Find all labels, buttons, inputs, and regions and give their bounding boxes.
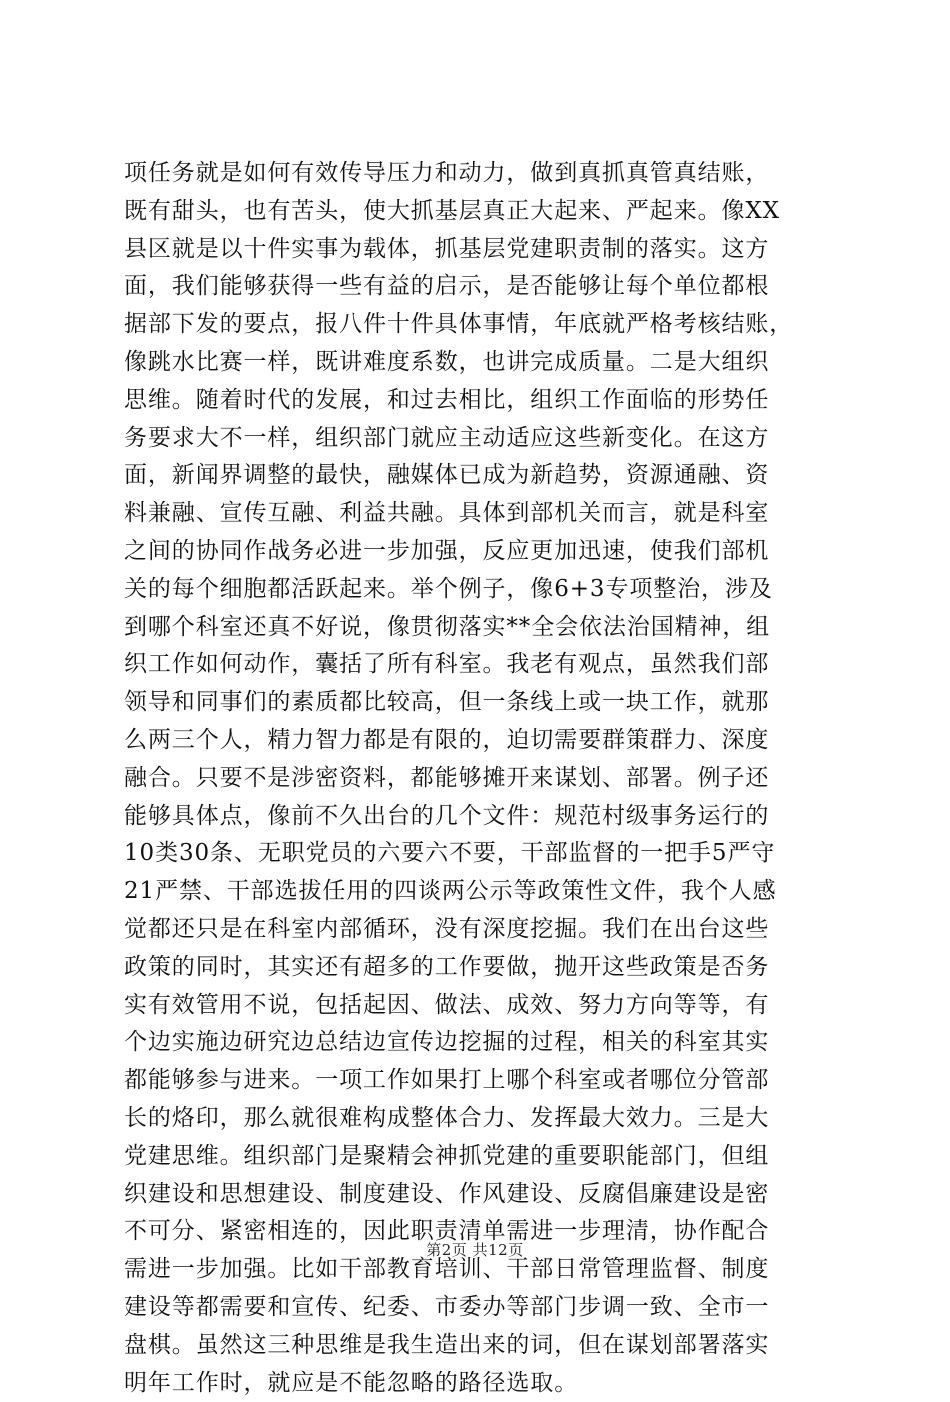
text-line: 觉都还只是在科室内部循环，没有深度挖掘。我们在出台这些 xyxy=(124,911,834,949)
text-line: 实有效管用不说，包括起因、做法、成效、努力方向等等，有 xyxy=(124,987,834,1025)
text-line: 都能够参与进来。一项工作如果打上哪个科室或者哪位分管部 xyxy=(124,1062,834,1100)
text-line: 不可分、紧密相连的，因此职责清单需进一步理清，协作配合 xyxy=(124,1213,834,1251)
text-line: 项任务就是如何有效传导压力和动力，做到真抓真管真结账， xyxy=(124,155,834,193)
body-text xyxy=(124,155,834,1402)
text-line: 像跳水比赛一样，既讲难度系数，也讲完成质量。二是大组织 xyxy=(124,344,834,382)
text-line: 盘棋。虽然这三种思维是我生造出来的词，但在谋划部署落实 xyxy=(124,1327,834,1365)
text-line: 织建设和思想建设、制度建设、作风建设、反腐倡廉建设是密 xyxy=(124,1176,834,1214)
text-line: 需进一步加强。比如干部教育培训、干部日常管理监督、制度 xyxy=(124,1251,834,1289)
text-line: 10类30条、无职党员的六要六不要，干部监督的一把手5严守 xyxy=(124,835,834,873)
text-line: 么两三个人，精力智力都是有限的，迫切需要群策群力、深度 xyxy=(124,722,834,760)
text-line: 领导和同事们的素质都比较高，但一条线上或一块工作，就那 xyxy=(124,684,834,722)
text-line: 县区就是以十件实事为载体，抓基层党建职责制的落实。这方 xyxy=(124,231,834,269)
text-line: 建设等都需要和宣传、纪委、市委办等部门步调一致、全市一 xyxy=(124,1289,834,1327)
text-line: 务要求大不一样，组织部门就应主动适应这些新变化。在这方 xyxy=(124,420,834,458)
text-line: 长的烙印，那么就很难构成整体合力、发挥最大效力。三是大 xyxy=(124,1100,834,1138)
text-line: 党建思维。组织部门是聚精会神抓党建的重要职能部门，但组 xyxy=(124,1138,834,1176)
text-line: 既有甜头，也有苦头，使大抓基层真正大起来、严起来。像XX xyxy=(124,193,834,231)
text-line: 政策的同时，其实还有超多的工作要做，抛开这些政策是否务 xyxy=(124,949,834,987)
text-line: 织工作如何动作，囊括了所有科室。我老有观点，虽然我们部 xyxy=(124,646,834,684)
text-line: 面，新闻界调整的最快，融媒体已成为新趋势，资源通融、资 xyxy=(124,457,834,495)
text-line: 料兼融、宣传互融、利益共融。具体到部机关而言，就是科室 xyxy=(124,495,834,533)
text-line: 据部下发的要点，报八件十件具体事情，年底就严格考核结账， xyxy=(124,306,834,344)
text-line: 融合。只要不是涉密资料，都能够摊开来谋划、部署。例子还 xyxy=(124,760,834,798)
text-line: 关的每个细胞都活跃起来。举个例子，像6+3专项整治，涉及 xyxy=(124,571,834,609)
text-line: 之间的协同作战务必进一步加强，反应更加迅速，使我们部机 xyxy=(124,533,834,571)
text-line: 面，我们能够获得一些有益的启示，是否能够让每个单位都根 xyxy=(124,268,834,306)
text-line: 个边实施边研究边总结边宣传边挖掘的过程，相关的科室其实 xyxy=(124,1024,834,1062)
text-line: 明年工作时，就应是不能忽略的路径选取。 xyxy=(124,1365,834,1402)
text-line: 能够具体点，像前不久出台的几个文件：规范村级事务运行的 xyxy=(124,798,834,836)
text-line: 到哪个科室还真不好说，像贯彻落实**全会依法治国精神，组 xyxy=(124,609,834,647)
text-line: 21严禁、干部选拔任用的四谈两公示等政策性文件，我个人感 xyxy=(124,873,834,911)
page-footer: 第2页 共12页 xyxy=(0,1239,950,1260)
text-line: 思维。随着时代的发展，和过去相比，组织工作面临的形势任 xyxy=(124,382,834,420)
